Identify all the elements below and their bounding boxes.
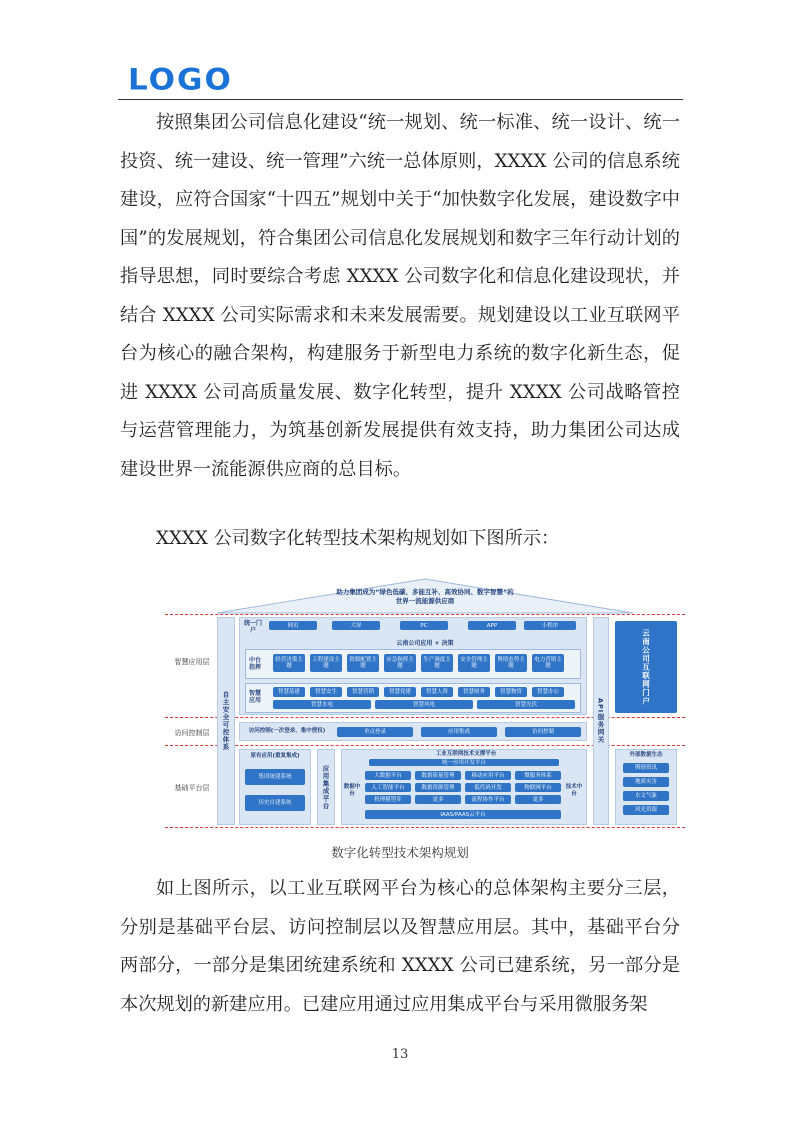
app-row2-solar: 智慧光伏	[477, 700, 575, 709]
data-center-label: 数据中台	[343, 784, 361, 797]
ecology-item: 地质灾害	[623, 777, 669, 787]
command-label: 中台指挥	[248, 657, 261, 671]
integration-platform: 应用集成平台	[317, 749, 335, 825]
portal-label: 统一门户	[243, 620, 262, 634]
app-row2-wind: 智慧风电	[375, 700, 473, 709]
apps-label: 智慧应用	[248, 690, 261, 704]
iot-cell: 流程协作平台	[465, 795, 511, 804]
header-rule	[118, 99, 683, 100]
iot-cell: 微服务体系	[515, 771, 561, 780]
command-item-5: 生产调度主题	[421, 654, 453, 672]
app-item-1: 智慧基建	[273, 687, 305, 697]
right-portal-label: 云南公司互联网门户	[641, 628, 651, 706]
iot-subtitle: 统一应用开发平台	[369, 759, 559, 766]
app-row2-hydro: 智慧水电	[273, 700, 371, 709]
divider-bottom	[165, 827, 685, 828]
iot-cell: 数据质量管理	[415, 771, 461, 780]
iot-cell: 大数据平台	[365, 771, 411, 780]
logo: LOGO	[128, 62, 233, 98]
portal-item-screen: 大屏	[332, 621, 380, 630]
app-item-8: 智慧办公	[532, 687, 564, 697]
page-number: 13	[391, 1047, 409, 1062]
command-item-1: 经营决策主题	[273, 654, 305, 672]
roof-title-1: 助力集团成为“绿色低碳、多能互补、高效协同、数字智慧”的	[336, 588, 514, 596]
existing-self-built: 历史自建系统	[245, 795, 305, 811]
architecture-figure	[165, 577, 685, 832]
iot-cell: 更多	[415, 795, 461, 804]
portal-item-miniprogram: 小程序	[524, 621, 576, 630]
portal-item-app: APP	[468, 621, 516, 630]
existing-group: 集团统建系统	[245, 769, 305, 785]
iot-cell: 机理模型库	[365, 795, 411, 804]
iot-cell: 更多	[515, 795, 561, 804]
api-gateway: API服务网关	[593, 617, 609, 825]
access-item-control: 访问控制	[505, 727, 581, 737]
command-item-2: 工程建设主题	[310, 654, 342, 672]
layer-label-smart: 智慧应用层	[174, 658, 210, 666]
access-item-integration: 应用集成	[421, 727, 497, 737]
existing-apps-panel	[239, 749, 311, 825]
iot-cell: 移动应用平台	[465, 771, 511, 780]
iaas-paas-cloud: IAAS/PAAS云平台	[365, 810, 561, 819]
app-item-4: 智慧党建	[384, 687, 416, 697]
ecology-title: 外部数据生态	[629, 752, 663, 758]
access-label: 访问控制(一次登录、集中授权)	[248, 728, 326, 734]
app-item-3: 智慧营销	[347, 687, 379, 697]
cloud-title: 云南公司应用 + 决策	[396, 640, 454, 647]
command-item-3: 资源配置主题	[347, 654, 379, 672]
app-item-2: 智慧安生	[310, 687, 342, 697]
roof-title-2: 世界一流能源供应商	[395, 597, 455, 605]
portal-item-web: 网页	[269, 621, 317, 630]
ecology-item: 水文气象	[623, 791, 669, 801]
ecology-item: 舆情资讯	[623, 763, 669, 773]
command-item-8: 电力营销主题	[532, 654, 564, 672]
iot-cell: 数据资源管理	[415, 783, 461, 792]
figure-caption: 数字化转型技术架构规划	[331, 845, 469, 860]
paragraph-summary: 如上图所示，以工业互联网平台为核心的总体架构主要分三层，分别是基础平台层、访问控制层以及智慧应用层。其中，基础平台分两部分，一部分是集团统建系统和 XXXX 公司已建系统，另一部分是本次规划的新建应用。已建应用通过应用集成平台与采用微服务架	[120, 878, 680, 1015]
command-item-7: 舆情态势主题	[495, 654, 527, 672]
iot-cell: 人工智能平台	[365, 783, 411, 792]
iot-cell: 物联网平台	[515, 783, 561, 792]
portal-item-pc: PC	[400, 621, 448, 630]
app-item-5: 智慧人资	[421, 687, 453, 697]
command-item-4: 应急指挥主题	[384, 654, 416, 672]
access-item-sso: 单点登录	[337, 727, 413, 737]
security-column: 自主安全可控体系	[217, 617, 235, 825]
ecology-item: 风光资源	[623, 805, 669, 815]
divider-top	[165, 614, 685, 615]
paragraph-intro: 按照集团公司信息化建设“统一规划、统一标准、统一设计、统一投资、统一建设、统一管理”六统一总体原则，XXXX 公司的信息系统建设，应符合国家“十四五”规划中关于“加快数字化发展，建设数字中国”的发展规划，符合集团公司信息化发展规划和数字三年行动计划的指导思想，同时要综合考虑 XXXX 公司数字化和信息化建设现状，并结合 XXXX 公司实际需求和未来发展需要。规划建设以工业互联网平台为核心的融合架构，构建服务于新型电力系统的数字化新生态，促进 XXXX 公司高质量发展、数字化转型，提升 XXXX 公司战略管控与运营管理能力，为筑基创新发展提供有效支持，助力集团公司达成建设世界一流能源供应商的总目标。	[120, 112, 680, 480]
iot-title: 工业互联网技术支撑平台	[435, 751, 497, 757]
iot-cell: 低代码开发	[465, 783, 511, 792]
layer-label-base: 基础平台层	[174, 784, 210, 792]
layer-label-access: 访问控制层	[174, 729, 210, 737]
app-item-6: 智慧财务	[458, 687, 490, 697]
existing-title: 原有应用(重复集成)	[250, 753, 300, 759]
tech-center-label: 技术中台	[565, 784, 583, 797]
command-item-6: 安全管理主题	[458, 654, 490, 672]
paragraph-figure-ref: XXXX 公司数字化转型技术架构规划如下图所示：	[156, 528, 560, 549]
app-item-7: 智慧物资	[495, 687, 527, 697]
